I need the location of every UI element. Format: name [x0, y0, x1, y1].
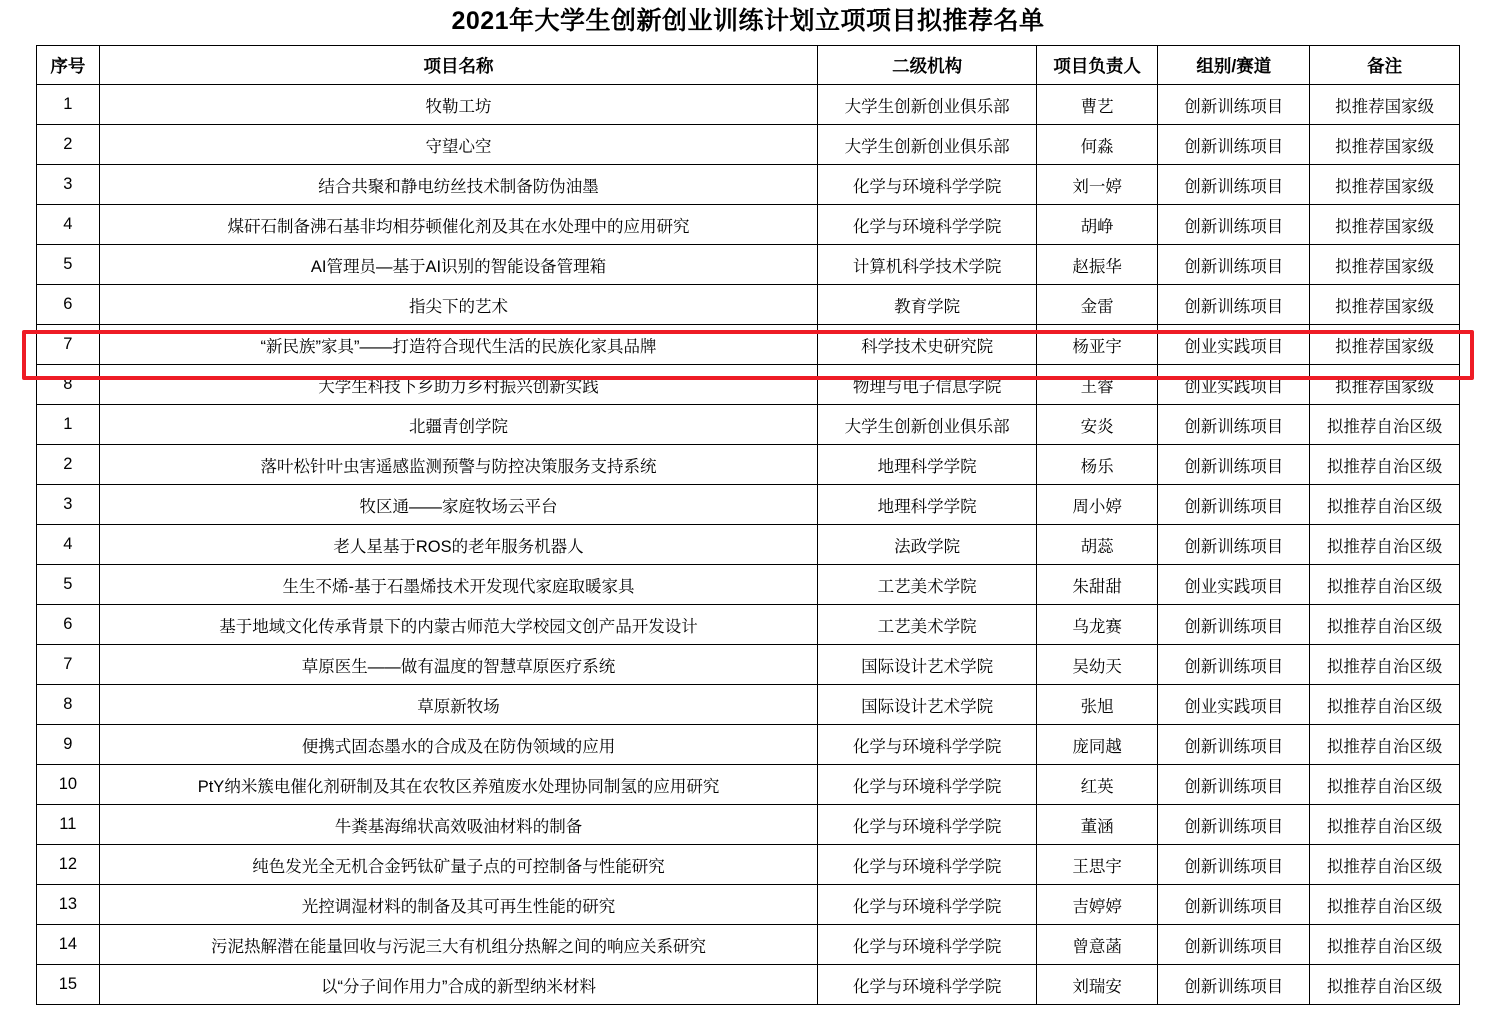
cell-project-name: 生生不烯-基于石墨烯技术开发现代家庭取暖家具	[99, 565, 818, 605]
cell-project-name: 老人星基于ROS的老年服务机器人	[99, 525, 818, 565]
cell-leader: 曹艺	[1036, 85, 1157, 125]
column-header-note: 备注	[1310, 46, 1460, 85]
cell-organization: 物理与电子信息学院	[818, 365, 1037, 405]
cell-group: 创新训练项目	[1158, 645, 1310, 685]
cell-project-name: 北疆青创学院	[99, 405, 818, 445]
cell-seq: 1	[37, 85, 100, 125]
column-header-project-name: 项目名称	[99, 46, 818, 85]
cell-seq: 6	[37, 605, 100, 645]
cell-seq: 5	[37, 565, 100, 605]
column-header-seq: 序号	[37, 46, 100, 85]
cell-organization: 化学与环境科学学院	[818, 925, 1037, 965]
table-row	[37, 85, 1460, 125]
cell-seq: 5	[37, 245, 100, 285]
cell-project-name: 煤矸石制备沸石基非均相芬顿催化剂及其在水处理中的应用研究	[99, 205, 818, 245]
cell-note: 拟推荐自治区级	[1310, 725, 1460, 765]
table-row	[37, 805, 1460, 845]
cell-organization: 化学与环境科学学院	[818, 765, 1037, 805]
table-row	[37, 445, 1460, 485]
cell-seq: 3	[37, 165, 100, 205]
cell-group: 创新训练项目	[1158, 485, 1310, 525]
cell-note: 拟推荐自治区级	[1310, 405, 1460, 445]
cell-organization: 化学与环境科学学院	[818, 165, 1037, 205]
cell-organization: 大学生创新创业俱乐部	[818, 125, 1037, 165]
cell-leader: 庞同越	[1036, 725, 1157, 765]
cell-group: 创新训练项目	[1158, 285, 1310, 325]
cell-group: 创业实践项目	[1158, 325, 1310, 365]
cell-group: 创新训练项目	[1158, 725, 1310, 765]
cell-leader: 王思宇	[1036, 845, 1157, 885]
cell-project-name: 污泥热解潜在能量回收与污泥三大有机组分热解之间的响应关系研究	[99, 925, 818, 965]
cell-seq: 2	[37, 125, 100, 165]
cell-seq: 8	[37, 365, 100, 405]
cell-note: 拟推荐自治区级	[1310, 445, 1460, 485]
table-row	[37, 245, 1460, 285]
cell-project-name: 基于地域文化传承背景下的内蒙古师范大学校园文创产品开发设计	[99, 605, 818, 645]
project-listing-table	[36, 45, 1460, 1005]
cell-group: 创新训练项目	[1158, 525, 1310, 565]
table-row	[37, 965, 1460, 1005]
cell-leader: 董涵	[1036, 805, 1157, 845]
cell-project-name: 便携式固态墨水的合成及在防伪领域的应用	[99, 725, 818, 765]
cell-group: 创新训练项目	[1158, 205, 1310, 245]
cell-leader: 刘一婷	[1036, 165, 1157, 205]
cell-seq: 13	[37, 885, 100, 925]
cell-leader: 胡蕊	[1036, 525, 1157, 565]
cell-leader: 杨亚宇	[1036, 325, 1157, 365]
cell-project-name: 草原医生——做有温度的智慧草原医疗系统	[99, 645, 818, 685]
cell-seq: 11	[37, 805, 100, 845]
cell-note: 拟推荐自治区级	[1310, 645, 1460, 685]
cell-leader: 乌龙赛	[1036, 605, 1157, 645]
cell-project-name: 指尖下的艺术	[99, 285, 818, 325]
cell-leader: 吴幼天	[1036, 645, 1157, 685]
table-row	[37, 205, 1460, 245]
table-row	[37, 725, 1460, 765]
cell-leader: 红英	[1036, 765, 1157, 805]
cell-project-name: 守望心空	[99, 125, 818, 165]
table-row	[37, 485, 1460, 525]
cell-organization: 化学与环境科学学院	[818, 805, 1037, 845]
cell-project-name: 牛粪基海绵状高效吸油材料的制备	[99, 805, 818, 845]
table-header	[37, 46, 1460, 85]
cell-organization: 国际设计艺术学院	[818, 685, 1037, 725]
cell-seq: 2	[37, 445, 100, 485]
cell-group: 创业实践项目	[1158, 565, 1310, 605]
table-row	[37, 285, 1460, 325]
cell-organization: 化学与环境科学学院	[818, 885, 1037, 925]
table-body	[37, 85, 1460, 1005]
cell-note: 拟推荐国家级	[1310, 85, 1460, 125]
cell-group: 创新训练项目	[1158, 405, 1310, 445]
cell-note: 拟推荐自治区级	[1310, 605, 1460, 645]
cell-seq: 7	[37, 325, 100, 365]
cell-seq: 8	[37, 685, 100, 725]
table-row	[37, 845, 1460, 885]
cell-project-name: “新民族”家具”——打造符合现代生活的民族化家具品牌	[99, 325, 818, 365]
cell-note: 拟推荐国家级	[1310, 245, 1460, 285]
cell-organization: 化学与环境科学学院	[818, 725, 1037, 765]
cell-leader: 杨乐	[1036, 445, 1157, 485]
cell-note: 拟推荐国家级	[1310, 325, 1460, 365]
cell-note: 拟推荐自治区级	[1310, 685, 1460, 725]
table-row	[37, 365, 1460, 405]
cell-organization: 地理科学学院	[818, 485, 1037, 525]
cell-project-name: 结合共聚和静电纺丝技术制备防伪油墨	[99, 165, 818, 205]
table-row	[37, 125, 1460, 165]
cell-seq: 15	[37, 965, 100, 1005]
cell-project-name: 纯色发光全无机合金钙钛矿量子点的可控制备与性能研究	[99, 845, 818, 885]
table-row	[37, 685, 1460, 725]
cell-group: 创新训练项目	[1158, 245, 1310, 285]
cell-organization: 化学与环境科学学院	[818, 205, 1037, 245]
cell-organization: 教育学院	[818, 285, 1037, 325]
table-row	[37, 605, 1460, 645]
cell-organization: 科学技术史研究院	[818, 325, 1037, 365]
cell-group: 创新训练项目	[1158, 845, 1310, 885]
cell-organization: 大学生创新创业俱乐部	[818, 405, 1037, 445]
cell-note: 拟推荐国家级	[1310, 285, 1460, 325]
cell-group: 创业实践项目	[1158, 685, 1310, 725]
cell-note: 拟推荐自治区级	[1310, 565, 1460, 605]
cell-group: 创新训练项目	[1158, 125, 1310, 165]
cell-project-name: 牧区通——家庭牧场云平台	[99, 485, 818, 525]
table-row	[37, 885, 1460, 925]
cell-group: 创新训练项目	[1158, 805, 1310, 845]
cell-seq: 6	[37, 285, 100, 325]
table-row	[37, 405, 1460, 445]
cell-leader: 王睿	[1036, 365, 1157, 405]
cell-seq: 4	[37, 525, 100, 565]
cell-group: 创新训练项目	[1158, 605, 1310, 645]
cell-organization: 法政学院	[818, 525, 1037, 565]
page-title: 2021年大学生创新创业训练计划立项项目拟推荐名单	[451, 7, 1045, 35]
cell-leader: 吉婷婷	[1036, 885, 1157, 925]
cell-seq: 4	[37, 205, 100, 245]
table-row	[37, 645, 1460, 685]
cell-project-name: AI管理员—基于AI识别的智能设备管理箱	[99, 245, 818, 285]
cell-note: 拟推荐自治区级	[1310, 925, 1460, 965]
cell-seq: 1	[37, 405, 100, 445]
column-header-group: 组别/赛道	[1158, 46, 1310, 85]
table-row	[37, 325, 1460, 365]
cell-group: 创业实践项目	[1158, 365, 1310, 405]
cell-project-name: PtY纳米簇电催化剂研制及其在农牧区养殖废水处理协同制氢的应用研究	[99, 765, 818, 805]
cell-leader: 朱甜甜	[1036, 565, 1157, 605]
cell-project-name: 牧勒工坊	[99, 85, 818, 125]
cell-leader: 胡峥	[1036, 205, 1157, 245]
cell-seq: 12	[37, 845, 100, 885]
cell-project-name: 以“分子间作用力”合成的新型纳米材料	[99, 965, 818, 1005]
cell-note: 拟推荐自治区级	[1310, 885, 1460, 925]
cell-project-name: 大学生科技下乡助力乡村振兴创新实践	[99, 365, 818, 405]
cell-organization: 化学与环境科学学院	[818, 965, 1037, 1005]
cell-group: 创新训练项目	[1158, 885, 1310, 925]
cell-seq: 7	[37, 645, 100, 685]
cell-leader: 金雷	[1036, 285, 1157, 325]
cell-note: 拟推荐国家级	[1310, 165, 1460, 205]
cell-project-name: 草原新牧场	[99, 685, 818, 725]
column-header-leader: 项目负责人	[1036, 46, 1157, 85]
cell-leader: 安炎	[1036, 405, 1157, 445]
cell-note: 拟推荐国家级	[1310, 125, 1460, 165]
cell-group: 创新训练项目	[1158, 925, 1310, 965]
cell-organization: 大学生创新创业俱乐部	[818, 85, 1037, 125]
cell-organization: 工艺美术学院	[818, 565, 1037, 605]
cell-seq: 14	[37, 925, 100, 965]
cell-organization: 地理科学学院	[818, 445, 1037, 485]
cell-group: 创新训练项目	[1158, 965, 1310, 1005]
cell-note: 拟推荐自治区级	[1310, 965, 1460, 1005]
cell-note: 拟推荐国家级	[1310, 365, 1460, 405]
table-row	[37, 765, 1460, 805]
cell-seq: 9	[37, 725, 100, 765]
cell-organization: 化学与环境科学学院	[818, 845, 1037, 885]
cell-note: 拟推荐自治区级	[1310, 805, 1460, 845]
cell-group: 创新训练项目	[1158, 165, 1310, 205]
table-row	[37, 565, 1460, 605]
table-row	[37, 525, 1460, 565]
cell-organization: 工艺美术学院	[818, 605, 1037, 645]
table-header-row	[37, 46, 1460, 85]
table-row	[37, 165, 1460, 205]
cell-leader: 周小婷	[1036, 485, 1157, 525]
cell-note: 拟推荐自治区级	[1310, 845, 1460, 885]
cell-organization: 国际设计艺术学院	[818, 645, 1037, 685]
cell-group: 创新训练项目	[1158, 445, 1310, 485]
table-row	[37, 925, 1460, 965]
cell-leader: 刘瑞安	[1036, 965, 1157, 1005]
cell-note: 拟推荐自治区级	[1310, 765, 1460, 805]
cell-seq: 3	[37, 485, 100, 525]
cell-leader: 张旭	[1036, 685, 1157, 725]
cell-organization: 计算机科学技术学院	[818, 245, 1037, 285]
cell-note: 拟推荐自治区级	[1310, 485, 1460, 525]
cell-seq: 10	[37, 765, 100, 805]
column-header-organization: 二级机构	[818, 46, 1037, 85]
cell-group: 创新训练项目	[1158, 765, 1310, 805]
cell-leader: 何淼	[1036, 125, 1157, 165]
cell-group: 创新训练项目	[1158, 85, 1310, 125]
cell-note: 拟推荐自治区级	[1310, 525, 1460, 565]
cell-leader: 曾意菡	[1036, 925, 1157, 965]
cell-project-name: 光控调湿材料的制备及其可再生性能的研究	[99, 885, 818, 925]
cell-leader: 赵振华	[1036, 245, 1157, 285]
cell-note: 拟推荐国家级	[1310, 205, 1460, 245]
cell-project-name: 落叶松针叶虫害遥感监测预警与防控决策服务支持系统	[99, 445, 818, 485]
